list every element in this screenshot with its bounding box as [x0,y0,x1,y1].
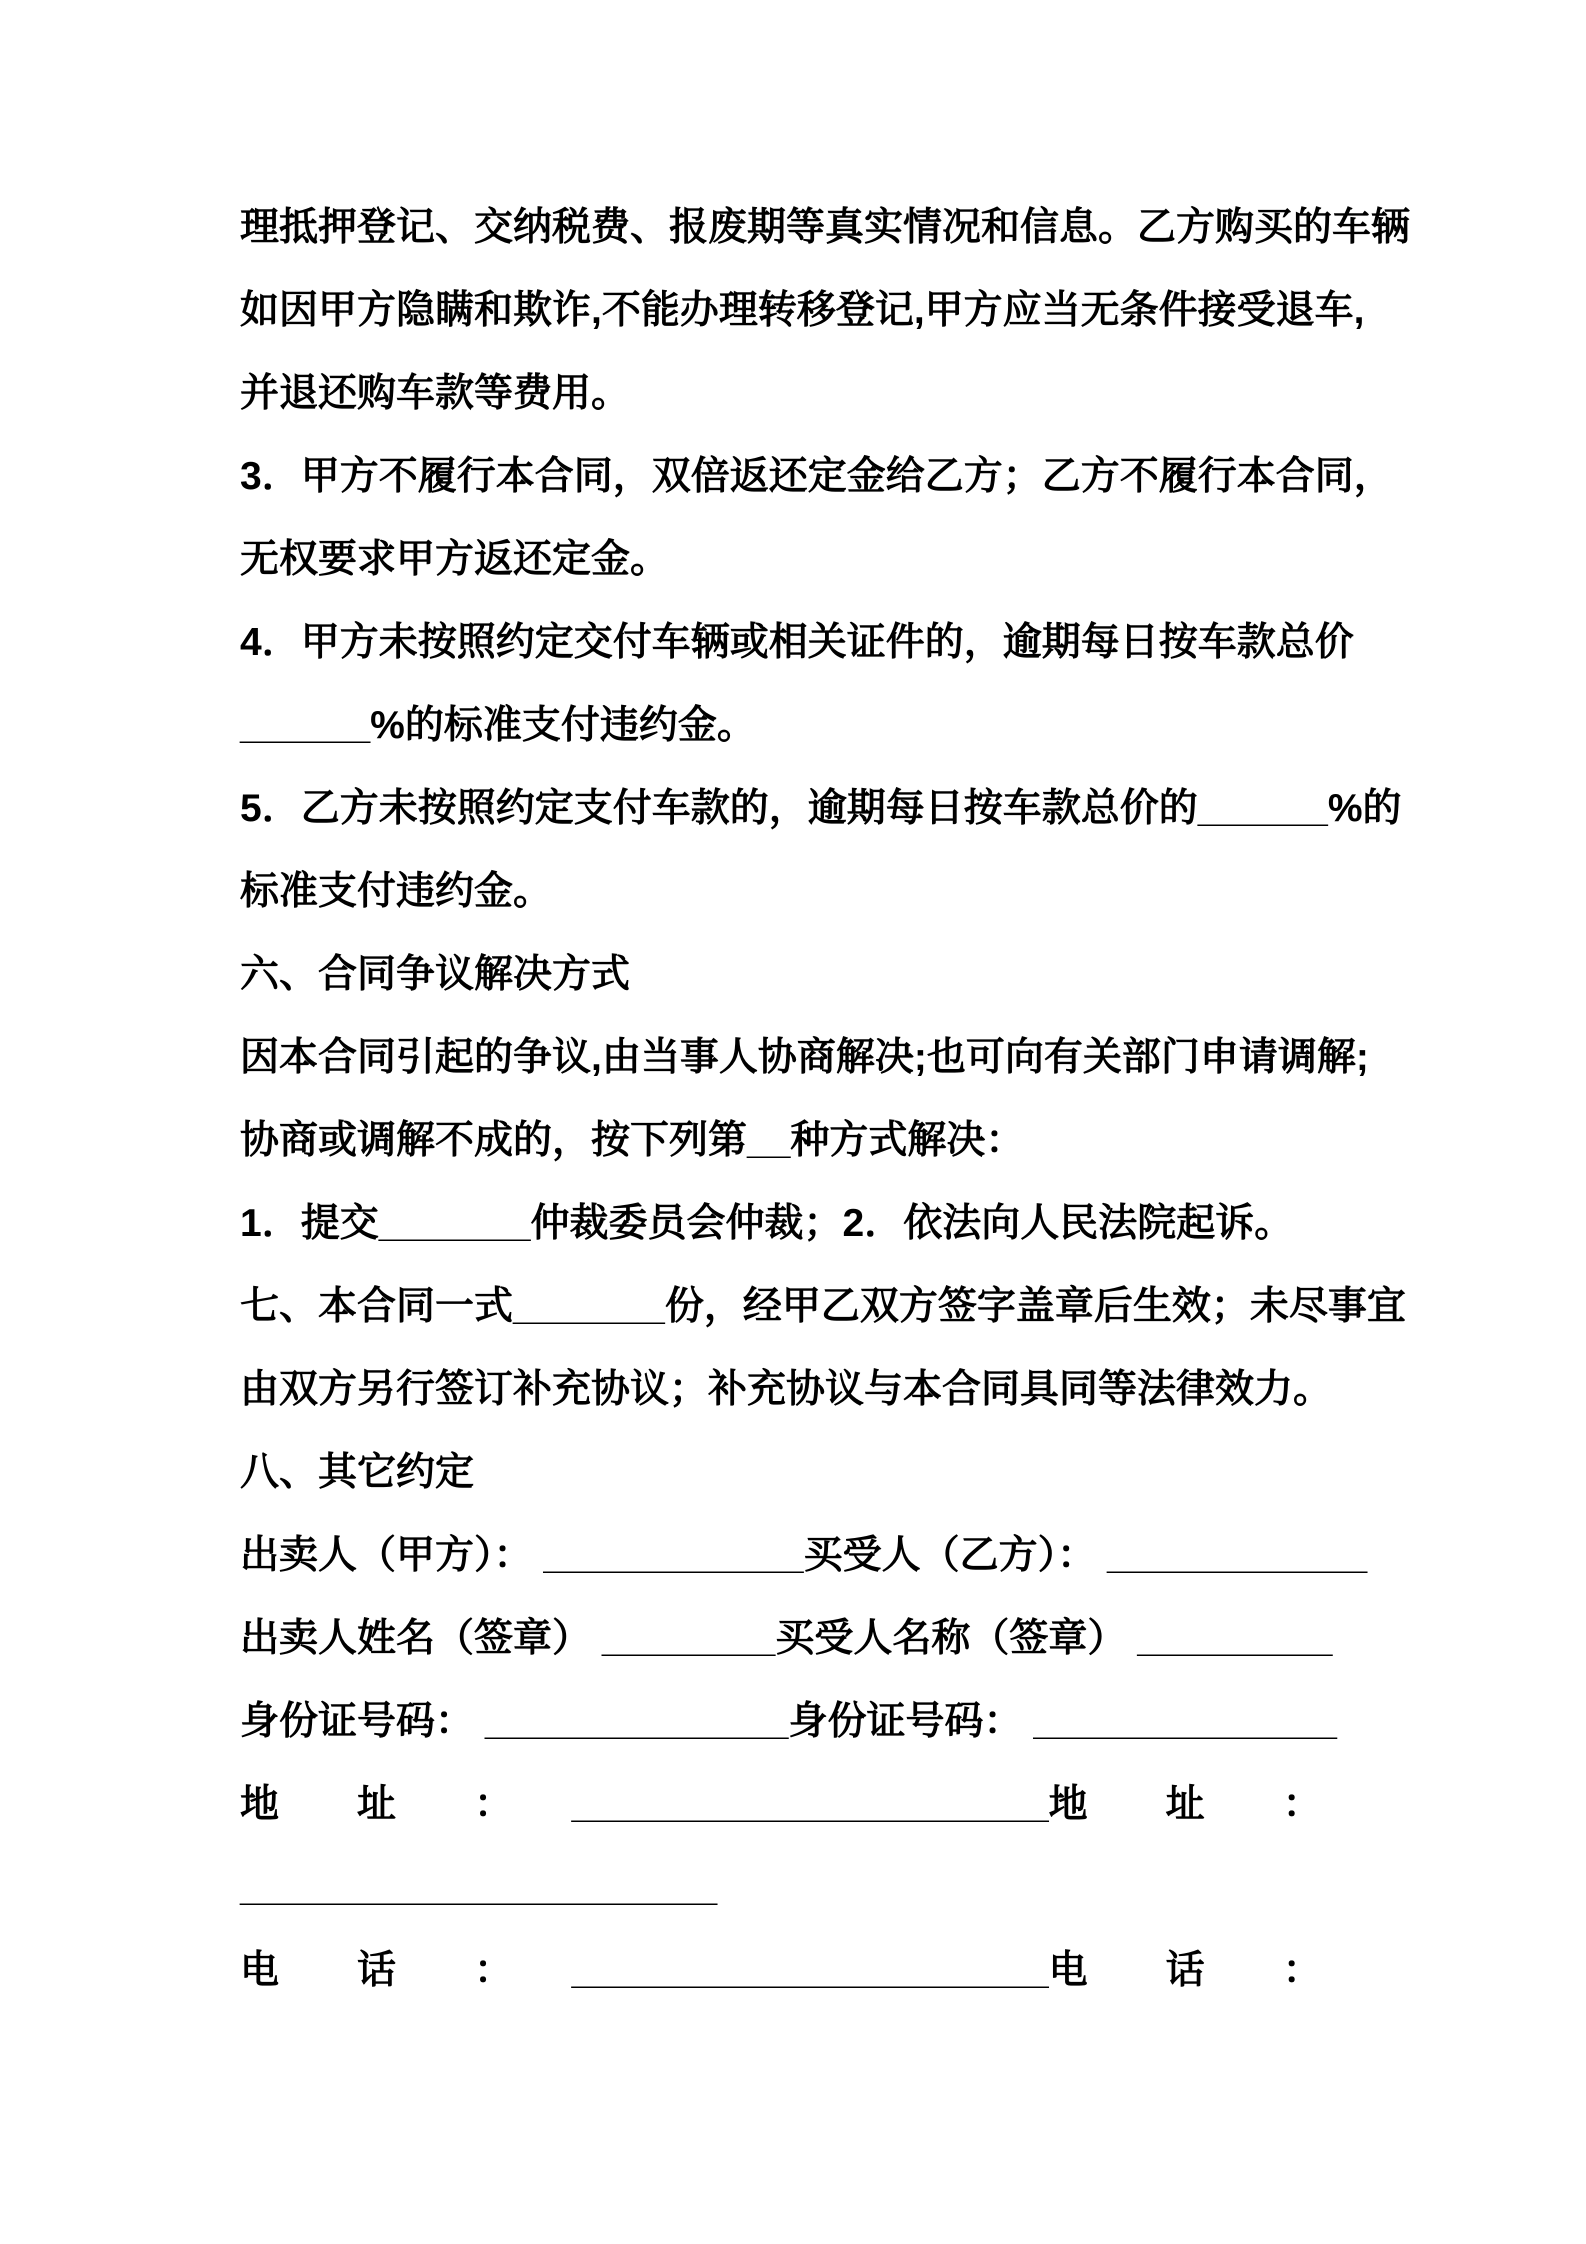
clause-2-continuation-line-2: 如因甲方隐瞒和欺诈,不能办理转移登记,甲方应当无条件接受退车, [240,289,1365,332]
section-6-paragraph-line-1: 因本合同引起的争议,由当事人协商解决;也可向有关部门申请调解; [240,1036,1369,1079]
section-8-heading: 八、其它约定 [240,1451,475,1494]
clause-2-continuation-line-3: 并退还购车款等费用。 [240,372,631,415]
phone-line: 电 话 ： ______________________电 话 ： [240,1949,1322,1992]
dispute-resolution-options: 1．提交_______仲裁委员会仲裁；2．依法向人民法院起诉。 [240,1202,1294,1245]
clause-7-line-2: 由双方另行签订补充协议；补充协议与本合同具同等法律效力。 [240,1368,1333,1411]
address-blank-continuation: ______________________ [240,1866,718,1909]
seller-buyer-name-line: 出卖人（甲方）： ____________买受人（乙方）： ____________ [240,1534,1368,1577]
clause-5-line-2: 标准支付违约金。 [240,870,553,913]
contract-page-body [240,186,1410,2012]
clause-5-line-1-penalty-blank: 5．乙方未按照约定支付车款的，逾期每日按车款总价的______%的 [240,787,1402,830]
clause-4-line-1: 4．甲方未按照约定交付车辆或相关证件的，逾期每日按车款总价 [240,621,1354,664]
address-line: 地 址 ： ______________________地 址 ： [240,1783,1322,1826]
clause-7-line-1-copies-blank: 七、本合同一式_______份，经甲乙双方签字盖章后生效；未尽事宜 [240,1285,1406,1328]
clause-2-continuation-line-1: 理抵押登记、交纳税费、报废期等真实情况和信息。乙方购买的车辆 [240,206,1411,249]
section-6-heading: 六、合同争议解决方式 [240,953,631,996]
seller-buyer-signature-line: 出卖人姓名（签章） ________买受人名称（签章） _________ [240,1617,1333,1660]
clause-3-line-2: 无权要求甲方返还定金。 [240,538,670,581]
clause-4-line-2-penalty-blank: ______%的标准支付违约金。 [240,704,756,747]
id-number-line: 身份证号码： ______________身份证号码： ______________ [240,1700,1337,1743]
clause-3-line-1: 3．甲方不履行本合同，双倍返还定金给乙方；乙方不履行本合同， [240,455,1393,498]
section-6-paragraph-line-2: 协商或调解不成的，按下列第__种方式解决： [240,1119,1025,1162]
